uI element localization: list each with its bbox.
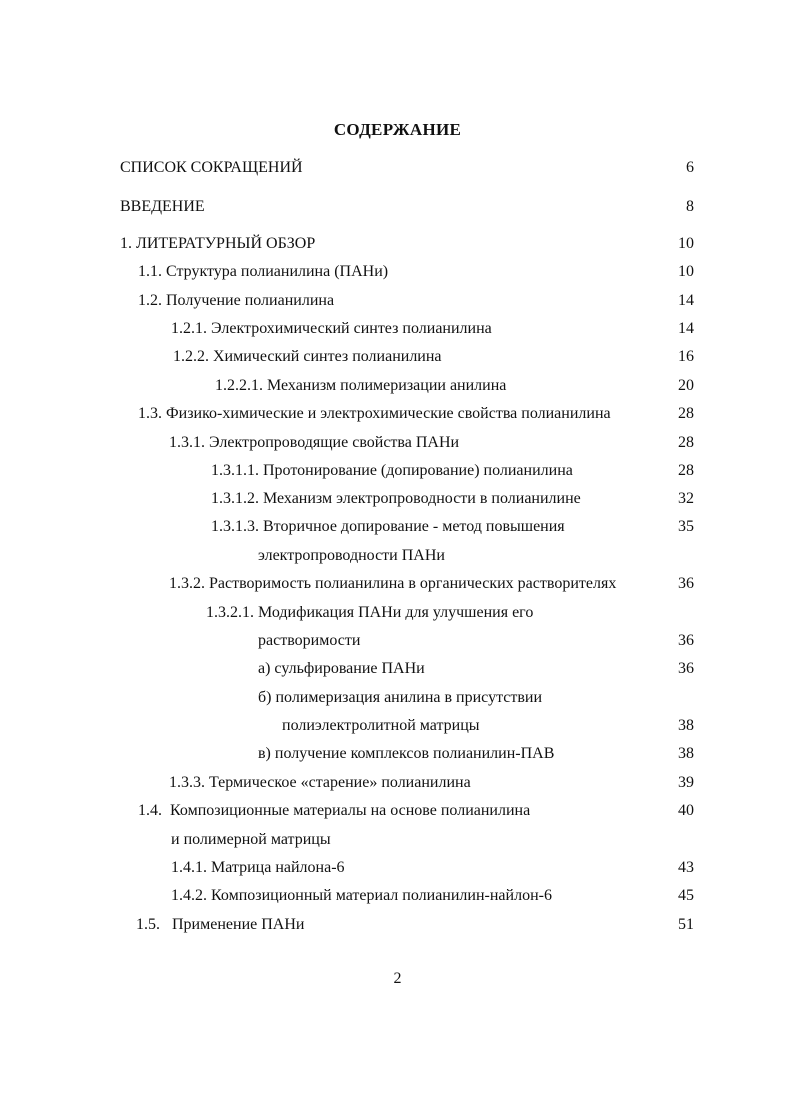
- toc-entry-text: 1.3.1. Электропроводящие свойства ПАНи: [169, 434, 460, 451]
- toc-entry-text: 1. ЛИТЕРАТУРНЫЙ ОБЗОР: [120, 235, 316, 252]
- toc-entry-page: 43: [678, 859, 694, 876]
- toc-entry-text: б) полимеризация анилина в присутствии: [258, 689, 543, 706]
- toc-entry-text: а) сульфирование ПАНи: [258, 660, 425, 677]
- toc-entry: [0, 913, 795, 937]
- toc-entry-page: 36: [678, 660, 694, 677]
- toc-entry-page: 20: [678, 377, 694, 394]
- toc-entry-text: 1.3. Физико-химические и электрохимические свойства полианилина: [138, 405, 611, 422]
- toc-entry: [0, 260, 795, 284]
- toc-entry-text: в) получение комплексов полианилин-ПАВ: [258, 745, 555, 762]
- toc-entry: [0, 572, 795, 596]
- toc-entry-page: 16: [678, 348, 694, 365]
- toc-entry: [0, 884, 795, 908]
- toc-entry-text: 1.2.2. Химический синтез полианилина: [173, 348, 442, 365]
- toc-entry: [0, 232, 795, 256]
- toc-entry-page: 14: [678, 292, 694, 309]
- toc-entry-text: 1.3.1.1. Протонирование (допирование) полианилина: [211, 462, 573, 479]
- toc-entry-page: 35: [678, 518, 694, 535]
- toc-entry-text: 1.4.2. Композиционный материал полианилин-найлон-6: [171, 887, 552, 904]
- toc-entry-page: 32: [678, 490, 694, 507]
- toc-entry: [0, 156, 795, 180]
- toc-entry-page: 28: [678, 462, 694, 479]
- toc-entry: [0, 714, 795, 738]
- toc-entry-text: 1.3.2. Растворимость полианилина в органических растворителях: [169, 575, 617, 592]
- toc-entry-page: 36: [678, 632, 694, 649]
- toc-entry-text: полиэлектролитной матрицы: [282, 717, 480, 734]
- toc-entry: [0, 515, 795, 539]
- toc-entry: [0, 374, 795, 398]
- toc-entry-page: 51: [678, 916, 694, 933]
- toc-entry: [0, 657, 795, 681]
- toc-entry-page: 38: [678, 745, 694, 762]
- toc-entry-page: 36: [678, 575, 694, 592]
- toc-entry-text: электропроводности ПАНи: [258, 547, 445, 564]
- toc-entry: [0, 828, 795, 852]
- toc-entry-page: 10: [678, 263, 694, 280]
- toc-entry: [0, 771, 795, 795]
- toc-entry-text: 1.3.2.1. Модификация ПАНи для улучшения его: [206, 604, 534, 621]
- toc-entry: [0, 487, 795, 511]
- toc-entry-text: 1.1. Структура полианилина (ПАНи): [138, 263, 389, 280]
- page-number: 2: [393, 970, 402, 987]
- toc-entry-text: 1.3.1.3. Вторичное допирование - метод повышения: [211, 518, 565, 535]
- toc-entry: [0, 629, 795, 653]
- toc-entry: [0, 289, 795, 313]
- toc-entry: [0, 799, 795, 823]
- toc-entry: [0, 856, 795, 880]
- toc-entry: [0, 459, 795, 483]
- toc-entry-text: растворимости: [258, 632, 361, 649]
- toc-entry: [0, 601, 795, 625]
- toc-entry: [0, 195, 795, 219]
- toc-entry-page: 28: [678, 434, 694, 451]
- toc-entry: [0, 345, 795, 369]
- toc-entry-text: 1.2.2.1. Механизм полимеризации анилина: [215, 377, 507, 394]
- toc-entry-page: 38: [678, 717, 694, 734]
- toc-entry: [0, 742, 795, 766]
- toc-entry-text: 1.3.1.2. Механизм электропроводности в полианилине: [211, 490, 581, 507]
- toc-entry-page: 6: [686, 159, 694, 176]
- toc-entry-text: ВВЕДЕНИЕ: [120, 198, 205, 215]
- toc-entry: [0, 402, 795, 426]
- toc-entry: [0, 686, 795, 710]
- toc-entry-text: 1.4.1. Матрица найлона-6: [171, 859, 345, 876]
- toc-entry-text: 1.4. Композиционные материалы на основе полианилина: [138, 802, 531, 819]
- toc-entry-text: 1.3.3. Термическое «старение» полианилина: [169, 774, 471, 791]
- toc-entry-text: и полимерной матрицы: [171, 831, 331, 848]
- toc-entry-text: 1.5. Применение ПАНи: [136, 916, 305, 933]
- toc-entry-text: СПИСОК СОКРАЩЕНИЙ: [120, 159, 303, 176]
- toc-entry-page: 8: [686, 198, 694, 215]
- toc-entry-page: 40: [678, 802, 694, 819]
- toc-entry-page: 39: [678, 774, 694, 791]
- toc-entry-text: 1.2. Получение полианилина: [138, 292, 335, 309]
- toc-entry-page: 28: [678, 405, 694, 422]
- toc-entry: [0, 317, 795, 341]
- toc-entry-page: 45: [678, 887, 694, 904]
- toc-entry-text: 1.2.1. Электрохимический синтез полианилина: [171, 320, 492, 337]
- page-title: СОДЕРЖАНИЕ: [333, 120, 462, 139]
- toc-entry: [0, 544, 795, 568]
- toc-entry-page: 14: [678, 320, 694, 337]
- toc-entry: [0, 431, 795, 455]
- toc-entry-page: 10: [678, 235, 694, 252]
